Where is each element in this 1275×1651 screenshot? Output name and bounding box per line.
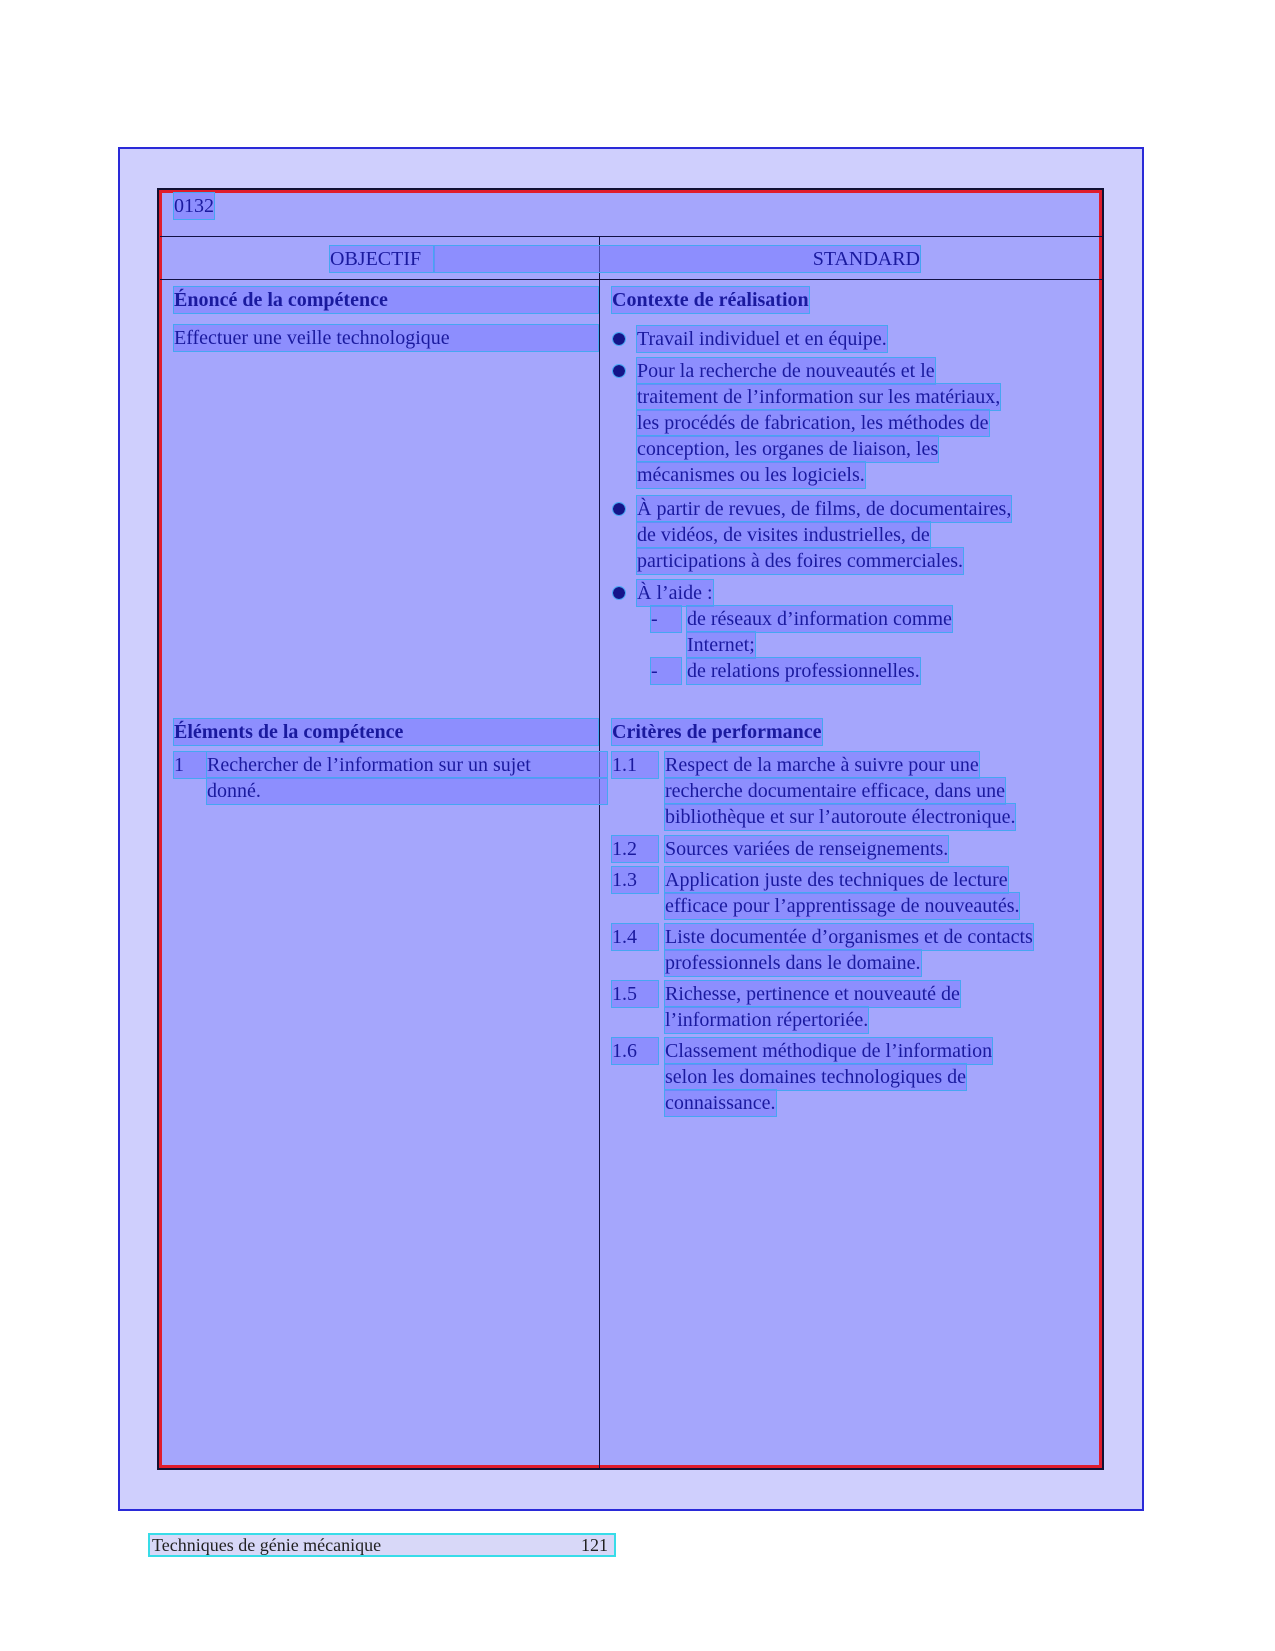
bullet-icon — [613, 333, 625, 345]
critere-number: 1.1 — [612, 752, 658, 778]
critere-line: Liste documentée d’organismes et de contacts — [665, 926, 1033, 948]
critere-line: professionnels dans le domaine. — [665, 952, 921, 974]
critere-line: Classement méthodique de l’information — [665, 1040, 993, 1062]
header-divider-bottom — [160, 279, 1102, 280]
contexte-title: Contexte de réalisation — [612, 289, 809, 311]
competence-code: 0132 — [174, 195, 214, 217]
critere-line: bibliothèque et sur l’autoroute électronique. — [665, 806, 1016, 828]
critere-number: 1.5 — [612, 981, 658, 1007]
subitem-line: Internet; — [687, 634, 755, 656]
page-footer — [150, 1535, 614, 1555]
bullet-icon — [613, 587, 625, 599]
dash-marker: - — [651, 658, 681, 684]
contexte-line: les procédés de fabrication, les méthodes de — [637, 412, 989, 434]
critere-number: 1.4 — [612, 924, 658, 950]
header-objectif: OBJECTIF — [330, 246, 434, 272]
critere-number: 1.6 — [612, 1038, 658, 1064]
bullet-icon — [613, 365, 625, 377]
critere-line: connaissance. — [665, 1092, 776, 1114]
dash-marker: - — [651, 606, 681, 632]
bullet-icon — [613, 503, 625, 515]
contexte-line: Travail individuel et en équipe. — [637, 328, 887, 350]
critere-number: 1.2 — [612, 836, 658, 862]
critere-line: Sources variées de renseignements. — [665, 838, 949, 860]
subitem-line: de relations professionnelles. — [687, 660, 920, 682]
critere-line: l’information répertoriée. — [665, 1009, 869, 1031]
contexte-line: conception, les organes de liaison, les — [637, 438, 939, 460]
critere-line: Richesse, pertinence et nouveauté de — [665, 983, 960, 1005]
critere-line: recherche documentaire efficace, dans une — [665, 780, 1005, 802]
subitem-line: de réseaux d’information comme — [687, 608, 952, 630]
page-number: 121 — [581, 1535, 608, 1555]
contexte-line: traitement de l’information sur les matériaux, — [637, 386, 1001, 408]
critere-number: 1.3 — [612, 867, 658, 893]
critere-line: selon les domaines technologiques de — [665, 1066, 967, 1088]
footer-title: Techniques de génie mécanique — [152, 1535, 382, 1555]
header-standard: STANDARD — [434, 246, 920, 272]
elements-title: Éléments de la compétence — [174, 719, 598, 745]
critere-line: Respect de la marche à suivre pour une — [665, 754, 979, 776]
element-line: donné. — [207, 778, 607, 804]
contexte-line: de vidéos, de visites industrielles, de — [637, 524, 930, 546]
contexte-line: participations à des foires commerciales. — [637, 550, 963, 572]
critere-line: Application juste des techniques de lecture — [665, 869, 1008, 891]
contexte-line: mécanismes ou les logiciels. — [637, 464, 865, 486]
criteres-title: Critères de performance — [612, 721, 822, 743]
critere-line: efficace pour l’apprentissage de nouveautés. — [665, 895, 1020, 917]
contexte-line: À partir de revues, de films, de documentaires, — [637, 498, 1012, 520]
contexte-line: Pour la recherche de nouveautés et le — [637, 360, 935, 382]
element-line: Rechercher de l’information sur un sujet — [207, 752, 607, 778]
element-number: 1 — [174, 752, 206, 778]
header-divider-top — [160, 236, 1102, 237]
enonce-text: Effectuer une veille technologique — [174, 325, 598, 351]
column-divider — [599, 236, 600, 1468]
enonce-title: Énoncé de la compétence — [174, 287, 598, 313]
contexte-line: À l’aide : — [637, 582, 713, 604]
